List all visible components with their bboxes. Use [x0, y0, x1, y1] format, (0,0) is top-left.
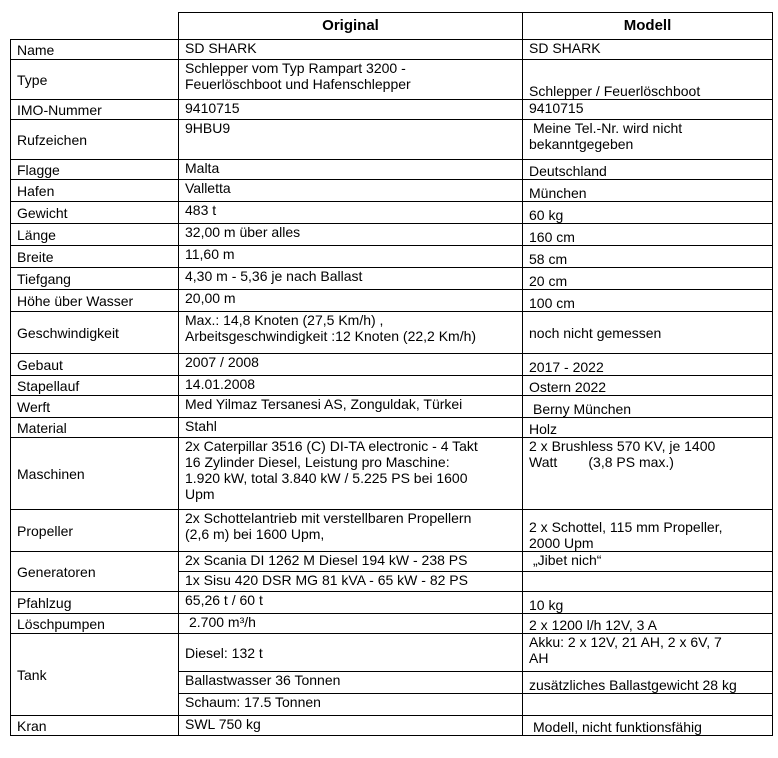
original-loeschpumpen: [179, 614, 523, 634]
label-tank: Tank: [11, 634, 179, 716]
modell-rufzeichen-line1: Meine Tel.-Nr. wird nicht: [533, 120, 683, 136]
label-propeller: Propeller: [11, 510, 179, 552]
modell-kran-text: Modell, nicht funktionsfähig: [533, 719, 702, 735]
modell-tank-1: [523, 634, 773, 672]
row-pfahlzug: [11, 592, 773, 614]
row-flagge: [11, 160, 773, 180]
row-tiefgang: [11, 268, 773, 290]
modell-hafen: München: [523, 180, 773, 202]
modell-tank-line2: AH: [529, 650, 549, 666]
row-hafen: [11, 180, 773, 202]
original-geschwindigkeit-line1: Max.: 14,8 Knoten (27,5 Km/h) ,: [185, 312, 384, 328]
original-type-line2: Feuerlöschboot und Hafenschlepper: [185, 76, 411, 92]
row-maschinen: [11, 438, 773, 510]
original-tank-1: Diesel: 132 t: [179, 634, 523, 672]
original-generatoren-2: 1x Sisu 420 DSR MG 81 kVA - 65 kW - 82 PS: [179, 572, 523, 592]
original-type-line1: Schlepper vom Typ Rampart 3200 -: [185, 60, 406, 76]
modell-gewicht: 60 kg: [523, 202, 773, 224]
modell-type: Schlepper / Feuerlöschboot: [523, 60, 773, 100]
modell-werft: [523, 396, 773, 418]
original-gewicht: 483 t: [179, 202, 523, 224]
row-kran: [11, 716, 773, 736]
original-maschinen-line1: 2x Caterpillar 3516 (C) DI-TA electronic - 4 Takt: [185, 438, 478, 454]
modell-stapellauf: Ostern 2022: [523, 376, 773, 396]
row-geschwindigkeit: [11, 312, 773, 354]
row-gebaut: [11, 354, 773, 376]
original-propeller-line2: (2,6 m) bei 1600 Upm,: [185, 526, 325, 542]
modell-tank-line1: Akku: 2 x 12V, 21 AH, 2 x 6V, 7: [529, 634, 722, 650]
modell-propeller-line1: 2 x Schottel, 115 mm Propeller,: [529, 519, 723, 535]
modell-breite: 58 cm: [523, 246, 773, 268]
modell-generatoren-2: [523, 572, 773, 592]
label-imo: IMO-Nummer: [11, 100, 179, 120]
modell-propeller-line2: 2000 Upm: [529, 535, 594, 551]
label-maschinen: Maschinen: [11, 438, 179, 510]
specification-table: [10, 12, 773, 736]
original-laenge: 32,00 m über alles: [179, 224, 523, 246]
label-rufzeichen: Rufzeichen: [11, 120, 179, 160]
original-breite: 11,60 m: [179, 246, 523, 268]
original-geschwindigkeit: [179, 312, 523, 354]
row-material: [11, 418, 773, 438]
header-modell: Modell: [523, 13, 773, 40]
row-rufzeichen: [11, 120, 773, 160]
modell-generatoren-text: „Jibet nich“: [533, 552, 602, 568]
original-geschwindigkeit-line2: Arbeitsgeschwindigkeit :12 Knoten (22,2 Km/h): [185, 328, 477, 344]
row-gewicht: [11, 202, 773, 224]
modell-geschwindigkeit: noch nicht gemessen: [523, 312, 773, 354]
label-tiefgang: Tiefgang: [11, 268, 179, 290]
label-generatoren: Generatoren: [11, 552, 179, 592]
row-laenge: [11, 224, 773, 246]
row-generatoren-1: [11, 552, 773, 572]
modell-material: Holz: [523, 418, 773, 438]
label-hafen: Hafen: [11, 180, 179, 202]
original-propeller: [179, 510, 523, 552]
header-blank: [11, 13, 179, 40]
modell-loeschpumpen: 2 x 1200 l/h 12V, 3 A: [523, 614, 773, 634]
original-material: Stahl: [179, 418, 523, 438]
original-hoehe: 20,00 m: [179, 290, 523, 312]
label-material: Material: [11, 418, 179, 438]
original-tiefgang: 4,30 m - 5,36 je nach Ballast: [179, 268, 523, 290]
label-gewicht: Gewicht: [11, 202, 179, 224]
row-stapellauf: [11, 376, 773, 396]
original-maschinen: [179, 438, 523, 510]
original-werft: Med Yilmaz Tersanesi AS, Zonguldak, Türkei: [179, 396, 523, 418]
row-breite: [11, 246, 773, 268]
label-pfahlzug: Pfahlzug: [11, 592, 179, 614]
label-flagge: Flagge: [11, 160, 179, 180]
header-row: [11, 13, 773, 40]
modell-propeller: [523, 510, 773, 552]
original-tank-3: Schaum: 17.5 Tonnen: [179, 694, 523, 716]
label-gebaut: Gebaut: [11, 354, 179, 376]
label-stapellauf: Stapellauf: [11, 376, 179, 396]
row-type: [11, 60, 773, 100]
original-name: SD SHARK: [179, 40, 523, 60]
row-name: [11, 40, 773, 60]
label-geschwindigkeit: Geschwindigkeit: [11, 312, 179, 354]
label-type: Type: [11, 60, 179, 100]
modell-kran: [523, 716, 773, 736]
original-kran: SWL 750 kg: [179, 716, 523, 736]
row-imo: [11, 100, 773, 120]
modell-tiefgang: 20 cm: [523, 268, 773, 290]
original-gebaut: 2007 / 2008: [179, 354, 523, 376]
original-generatoren-1: 2x Scania DI 1262 M Diesel 194 kW - 238 PS: [179, 552, 523, 572]
row-tank-1: [11, 634, 773, 672]
original-imo: 9410715: [179, 100, 523, 120]
modell-werft-text: Berny München: [533, 401, 632, 417]
modell-laenge: 160 cm: [523, 224, 773, 246]
label-breite: Breite: [11, 246, 179, 268]
modell-rufzeichen-line2: bekanntgegeben: [529, 136, 634, 152]
modell-pfahlzug: 10 kg: [523, 592, 773, 614]
label-loeschpumpen: Löschpumpen: [11, 614, 179, 634]
row-werft: [11, 396, 773, 418]
header-original: Original: [179, 13, 523, 40]
original-tank-2: Ballastwasser 36 Tonnen: [179, 672, 523, 694]
modell-rufzeichen: [523, 120, 773, 160]
modell-tank-2: zusätzliches Ballastgewicht 28 kg: [523, 672, 773, 694]
original-pfahlzug: 65,26 t / 60 t: [179, 592, 523, 614]
label-laenge: Länge: [11, 224, 179, 246]
row-hoehe: [11, 290, 773, 312]
modell-maschinen-line1: 2 x Brushless 570 KV, je 1400: [529, 438, 716, 454]
original-loeschpumpen-text: 2.700 m³/h: [189, 614, 256, 630]
original-rufzeichen: 9HBU9: [179, 120, 523, 160]
modell-hoehe: 100 cm: [523, 290, 773, 312]
modell-imo: 9410715: [523, 100, 773, 120]
original-maschinen-line2: 16 Zylinder Diesel, Leistung pro Maschine:: [185, 454, 450, 470]
modell-generatoren: [523, 552, 773, 572]
label-kran: Kran: [11, 716, 179, 736]
label-hoehe: Höhe über Wasser: [11, 290, 179, 312]
original-propeller-line1: 2x Schottelantrieb mit verstellbaren Propellern: [185, 510, 472, 526]
modell-maschinen: [523, 438, 773, 510]
modell-maschinen-line2: Watt (3,8 PS max.): [529, 454, 674, 470]
row-propeller: [11, 510, 773, 552]
modell-gebaut: 2017 - 2022: [523, 354, 773, 376]
label-werft: Werft: [11, 396, 179, 418]
original-maschinen-line3: 1.920 kW, total 3.840 kW / 5.225 PS bei 1600: [185, 470, 468, 486]
original-type: [179, 60, 523, 100]
label-name: Name: [11, 40, 179, 60]
original-stapellauf: 14.01.2008: [179, 376, 523, 396]
modell-flagge: Deutschland: [523, 160, 773, 180]
modell-tank-3: [523, 694, 773, 716]
original-flagge: Malta: [179, 160, 523, 180]
original-hafen: Valletta: [179, 180, 523, 202]
row-loeschpumpen: [11, 614, 773, 634]
modell-name: SD SHARK: [523, 40, 773, 60]
original-maschinen-line4: Upm: [185, 486, 215, 502]
